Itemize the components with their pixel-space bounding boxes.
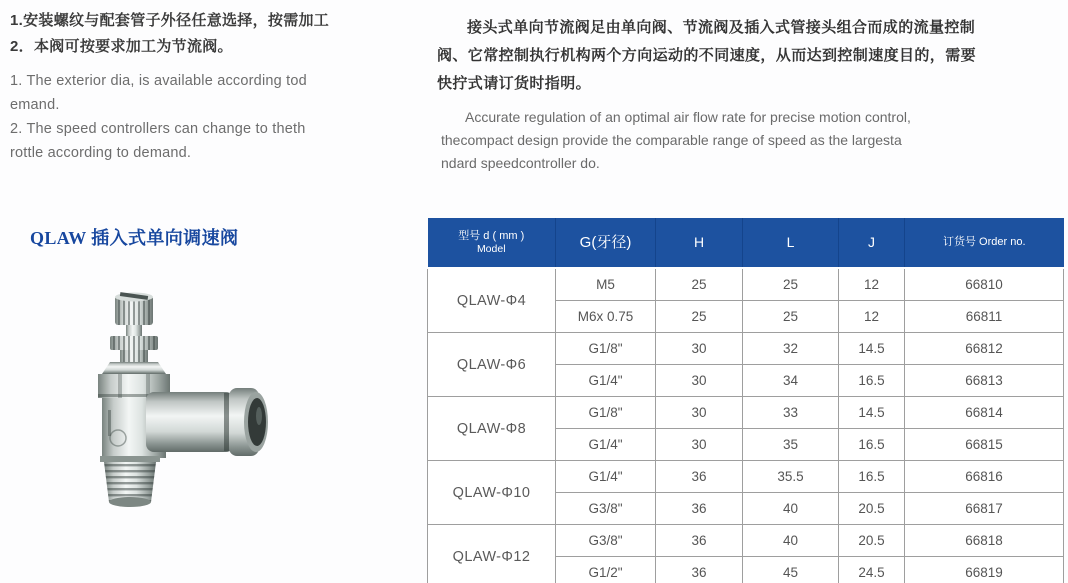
note-en-line: emand. bbox=[10, 97, 60, 113]
intro-en-line: ndard speedcontroller do. bbox=[441, 155, 600, 171]
spec-value-cell: 40 bbox=[743, 525, 839, 557]
spec-value-cell: 34 bbox=[743, 365, 839, 397]
order-no-cell: 66817 bbox=[905, 493, 1064, 525]
note-en-block bbox=[10, 69, 428, 165]
spec-table-body bbox=[428, 268, 1064, 583]
spec-value-cell: 14.5 bbox=[839, 397, 905, 429]
intro-cn-line: 快拧式请订货时指明。 bbox=[437, 75, 592, 92]
spec-value-cell: 30 bbox=[656, 429, 743, 461]
spec-value-cell: 14.5 bbox=[839, 333, 905, 365]
model-cell: QLAW-Φ4 bbox=[428, 268, 556, 333]
note-en-line: rottle according to demand. bbox=[10, 145, 192, 161]
intro-en-line: thecompact design provide the comparable range of speed as the largesta bbox=[441, 132, 902, 148]
product-photo bbox=[88, 290, 288, 518]
spec-value-cell: 35 bbox=[743, 429, 839, 461]
note-cn-line: 1.安装螺纹与配套管子外径任意选择，按需加工 bbox=[10, 12, 330, 29]
stud-tip bbox=[109, 497, 151, 507]
spec-value-cell: 25 bbox=[743, 268, 839, 301]
spec-value-cell: 12 bbox=[839, 301, 905, 333]
spec-value-cell: G1/4" bbox=[556, 365, 656, 397]
table-row bbox=[428, 268, 1064, 301]
spec-value-cell: 36 bbox=[656, 557, 743, 583]
spec-value-cell: 30 bbox=[656, 333, 743, 365]
table-row bbox=[428, 333, 1064, 365]
spec-value-cell: 33 bbox=[743, 397, 839, 429]
spec-value-cell: 36 bbox=[656, 525, 743, 557]
note-cn-line: 2．本阀可按要求加工为节流阀。 bbox=[10, 38, 233, 55]
spec-value-cell: 24.5 bbox=[839, 557, 905, 583]
model-cell: QLAW-Φ8 bbox=[428, 397, 556, 461]
note-en-line: 2. The speed controllers can change to theth bbox=[10, 121, 306, 137]
order-no-cell: 66818 bbox=[905, 525, 1064, 557]
spec-value-cell: G1/4" bbox=[556, 429, 656, 461]
order-no-cell: 66816 bbox=[905, 461, 1064, 493]
note-en-line: 1. The exterior dia, is available according tod bbox=[10, 73, 307, 89]
spec-value-cell: 16.5 bbox=[839, 365, 905, 397]
intro-cn-line: 阀、它常控制执行机构两个方向运动的不同速度，从而达到控制速度目的，需要 bbox=[437, 47, 977, 64]
stud-flange bbox=[100, 456, 160, 462]
spec-value-cell: G1/2" bbox=[556, 557, 656, 583]
spec-value-cell: 30 bbox=[656, 365, 743, 397]
order-no-cell: 66812 bbox=[905, 333, 1064, 365]
col-header-h: H bbox=[656, 218, 743, 268]
port-tube bbox=[146, 392, 234, 452]
col-header-l: L bbox=[743, 218, 839, 268]
left-notes-block bbox=[10, 8, 428, 165]
intro-en-block bbox=[437, 106, 1063, 175]
intro-en-line: Accurate regulation of an optimal air flow rate for precise motion control, bbox=[465, 109, 911, 125]
spec-value-cell: 36 bbox=[656, 493, 743, 525]
spec-value-cell: 25 bbox=[743, 301, 839, 333]
spec-value-cell: G1/8" bbox=[556, 397, 656, 429]
speed-controller-illustration bbox=[88, 290, 288, 518]
col-header-j: J bbox=[839, 218, 905, 268]
spec-value-cell: 35.5 bbox=[743, 461, 839, 493]
col-header-model: 型号 d ( mm ) Model bbox=[428, 218, 556, 268]
spec-table bbox=[427, 218, 1064, 583]
knob-stem bbox=[126, 324, 142, 336]
section-title: QLAW 插入式单向调速阀 bbox=[30, 228, 239, 248]
spec-value-cell: G1/4" bbox=[556, 461, 656, 493]
order-no-cell: 66814 bbox=[905, 397, 1064, 429]
order-no-cell: 66811 bbox=[905, 301, 1064, 333]
spec-value-cell: 30 bbox=[656, 397, 743, 429]
spec-value-cell: 32 bbox=[743, 333, 839, 365]
spec-value-cell: M5 bbox=[556, 268, 656, 301]
spec-value-cell: 36 bbox=[656, 461, 743, 493]
order-no-cell: 66813 bbox=[905, 365, 1064, 397]
table-row bbox=[428, 525, 1064, 557]
spec-value-cell: 40 bbox=[743, 493, 839, 525]
col-header-thread: G(牙径) bbox=[556, 218, 656, 268]
col-header-order-no: 订货号 Order no. bbox=[905, 218, 1064, 268]
model-cell: QLAW-Φ6 bbox=[428, 333, 556, 397]
table-row bbox=[428, 397, 1064, 429]
spec-value-cell: 16.5 bbox=[839, 429, 905, 461]
spec-value-cell: M6x 0.75 bbox=[556, 301, 656, 333]
spec-value-cell: G3/8" bbox=[556, 525, 656, 557]
table-row bbox=[428, 461, 1064, 493]
intro-cn-line: 接头式单向节流阀足由单向阀、节流阀及插入式管接头组合而成的流量控制 bbox=[467, 19, 976, 36]
spec-value-cell: 20.5 bbox=[839, 525, 905, 557]
right-intro-block bbox=[437, 14, 1063, 175]
port-groove bbox=[224, 393, 229, 451]
model-cell: QLAW-Φ12 bbox=[428, 525, 556, 583]
spec-value-cell: 25 bbox=[656, 268, 743, 301]
hex-chamfer bbox=[102, 362, 166, 374]
order-no-cell: 66819 bbox=[905, 557, 1064, 583]
spec-table-header bbox=[428, 218, 1064, 268]
spec-value-cell: 16.5 bbox=[839, 461, 905, 493]
spec-value-cell: G3/8" bbox=[556, 493, 656, 525]
model-cell: QLAW-Φ10 bbox=[428, 461, 556, 525]
order-no-cell: 66815 bbox=[905, 429, 1064, 461]
spec-value-cell: 45 bbox=[743, 557, 839, 583]
spec-value-cell: G1/8" bbox=[556, 333, 656, 365]
spec-value-cell: 25 bbox=[656, 301, 743, 333]
order-no-cell: 66810 bbox=[905, 268, 1064, 301]
spec-value-cell: 12 bbox=[839, 268, 905, 301]
spec-value-cell: 20.5 bbox=[839, 493, 905, 525]
